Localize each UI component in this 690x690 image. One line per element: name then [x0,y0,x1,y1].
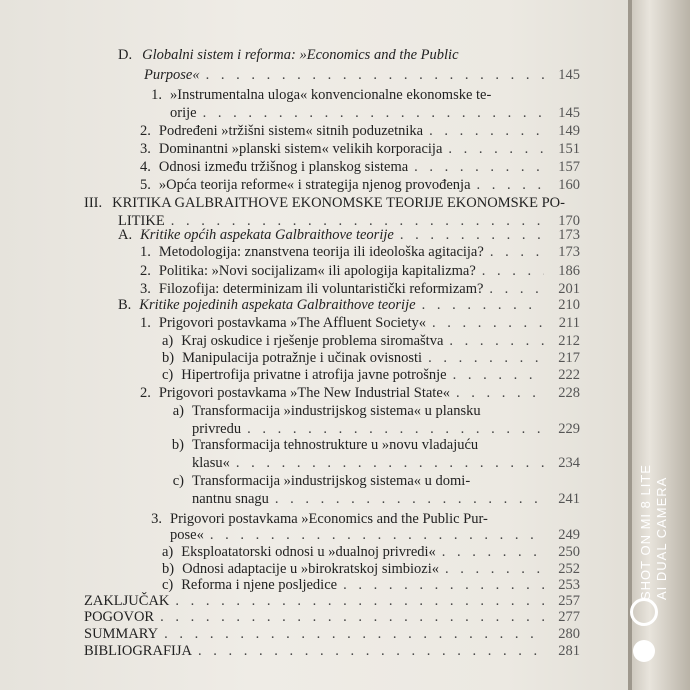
toc-entry: 3. Filozofija: determinizam ili voluntaristički reformizam? . . . 201 [140,280,580,298]
toc-part-iii: III. KRITIKA GALBRAITHOVE EKONOMSKE TEORIJE EKONOMSKE PO- [84,195,565,211]
toc-subentry: b) Transformacija tehnostrukture u »novu vladajuću [171,437,479,453]
toc-subentry-cont: klasu« . . . 234 [192,454,580,472]
toc-subentry-cont: privredu . . . 229 [192,420,580,438]
toc-entry: 1. Prigovori postavkama »The Affluent Society« . . . 211 [140,314,580,332]
toc-entry: 3. Prigovori postavkama »Economics and the Public Pur- [151,511,488,527]
toc-backmatter: ZAKLJUČAK . . . 257 [84,592,580,610]
toc-entry: 2. Politika: »Novi socijalizam« ili apologija kapitalizma? . . . 186 [140,262,580,280]
toc-subentry: a) Eksploatatorski odnosi u »dualnoj privredi« . . . 250 [162,543,580,561]
toc-entry: 1. »Instrumentalna uloga« konvencionalne ekonomske te- [151,87,492,103]
toc-subentry: c) Reforma i njene posljedice . . . 253 [162,576,580,594]
toc-entry: 4. Odnosi između tržišnog i planskog sistema . . . 157 [140,158,580,176]
toc-subentry: c) Transformacija »industrijskog sistema« u domi- [172,473,471,489]
toc-subentry: b) Manipulacija potražnje i učinak ovisnosti . . . 217 [162,349,580,367]
watermark-ring-icon [630,598,658,626]
toc-subentry: c) Hipertrofija privatne i atrofija javne potrošnje . . . 222 [162,366,580,384]
toc-b-heading: B. Kritike pojedinih aspekata Galbraithove teorije . . . 210 [118,296,580,314]
toc-subentry: a) Transformacija »industrijskog sistema« u plansku [172,403,481,419]
toc-part-iii-cont: LITIKE . . . 170 [118,212,580,230]
toc-subentry: b) Odnosi adaptacije u »birokratskoj simbiozi« . . . 252 [162,560,580,578]
watermark-dot-icon [633,640,655,662]
toc-subentry: a) Kraj oskudice i rješenje problema siromaštva . . . 212 [162,332,580,350]
toc-a-heading: A. Kritike općih aspekata Galbraithove teorije . . . 173 [118,226,580,244]
toc-entry: 2. Podređeni »tržišni sistem« sitnih poduzetnika . . . 149 [140,122,580,140]
toc-backmatter: POGOVOR . . . 277 [84,608,580,626]
toc-entry: 3. Dominantni »planski sistem« velikih korporacija . . . 151 [140,140,580,158]
toc-entry-cont: orije . . . 145 [170,104,580,122]
toc-d-heading-cont: Purpose« . . . 145 [144,66,580,84]
toc-entry: 1. Metodologija: znanstvena teorija ili ideološka agitacija? . . . 173 [140,243,580,261]
toc-d-heading: D. Globalni sistem i reforma: »Economics and the Public [118,47,459,63]
toc-backmatter: SUMMARY . . . 280 [84,625,580,643]
toc-entry-cont: pose« . . . 249 [170,526,580,544]
toc-subentry-cont: nantnu snagu . . . 241 [192,490,580,508]
camera-watermark: SHOT ON MI 8 LITE AI DUAL CAMERA [638,464,669,600]
toc-entry: 2. Prigovori postavkama »The New Industrial State« . . . 228 [140,384,580,402]
toc-entry: 5. »Opća teorija reforme« i strategija njenog provođenja . . . 160 [140,176,580,194]
toc-backmatter: BIBLIOGRAFIJA . . . 281 [84,642,580,660]
